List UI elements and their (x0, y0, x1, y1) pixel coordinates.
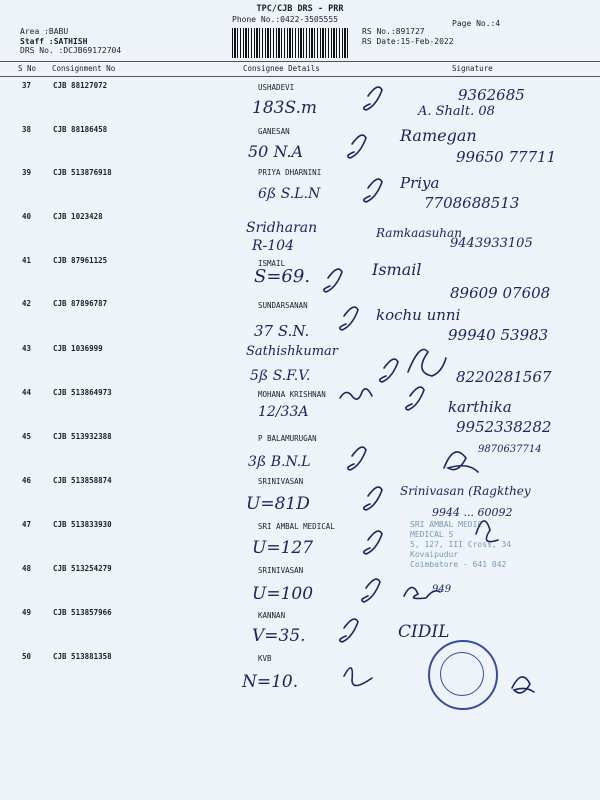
row-consignment: CJB 1036999 (53, 344, 103, 353)
row-consignee: KVB (258, 654, 272, 663)
handwritten-name: CIDIL (398, 622, 450, 642)
handwritten-name: Ismail (372, 260, 422, 279)
row-sno: 38 (22, 125, 32, 134)
handwritten-code: 50 N.A (248, 142, 304, 161)
handwritten-code: U=100 (252, 584, 314, 604)
staff-label: Staff :SATHISH (20, 37, 88, 46)
handwritten-code: 6ß S.L.N (258, 186, 321, 202)
row-sno: 48 (22, 564, 32, 573)
row-consignee: SRI AMBAL MEDICAL (258, 522, 335, 531)
signature-scribble (408, 350, 446, 377)
handwritten-phone: 9443933105 (450, 236, 533, 251)
signature-scribble (512, 677, 534, 693)
handwritten-code: U=127 (252, 538, 314, 558)
handwritten-phone: 9870637714 (478, 444, 542, 455)
handwritten-code: V=35. (252, 626, 306, 646)
row-consignment: CJB 87896787 (53, 299, 108, 308)
row-consignment: CJB 513932388 (53, 432, 112, 441)
handwritten-code: S=69. (254, 266, 311, 287)
handwritten-phone: 9362685 (458, 86, 525, 104)
handwritten-phone: 8220281567 (456, 368, 552, 386)
handwritten-phone: 7708688513 (424, 194, 520, 212)
tick-mark (348, 135, 366, 158)
stamp-line: SRI AMBAL MEDIC (410, 520, 483, 529)
handwritten-name: karthika (448, 398, 512, 416)
row-consignment: CJB 513864973 (53, 388, 112, 397)
row-consignee: USHADEVI (258, 83, 295, 92)
area-label: Area :BABU (20, 27, 69, 36)
rs-date: RS Date:15-Feb-2022 (362, 37, 454, 46)
col-consignment: Consignment No (52, 64, 116, 73)
row-sno: 42 (22, 299, 32, 308)
row-consignee: MOHANA KRISHNAN (258, 390, 326, 399)
handwritten-phone: 99650 77711 (456, 148, 557, 166)
signature-scribble (444, 452, 478, 472)
tick-mark (364, 487, 382, 510)
handwritten-code: 37 S.N. (254, 322, 310, 340)
handwritten-code: R-104 (252, 238, 294, 254)
row-consignee: P BALAMURUGAN (258, 434, 317, 443)
handwritten-name: Ramkaasuhan (376, 226, 462, 240)
handwritten-name: Sathishkumar (246, 344, 338, 359)
row-consignee: SRINIVASAN (258, 566, 304, 575)
handwritten-code: 183S.m (252, 98, 318, 118)
tick-mark (362, 579, 380, 602)
row-consignment: CJB 88186458 (53, 125, 108, 134)
handwritten-phone: 99940 53983 (448, 326, 549, 344)
handwritten-code: N=10. (242, 672, 299, 692)
row-consignee: GANESAN (258, 127, 290, 136)
tick-mark (340, 307, 358, 330)
phone-number: Phone No.:0422-3505555 (232, 15, 338, 24)
row-sno: 45 (22, 432, 32, 441)
tick-mark (340, 619, 358, 642)
row-consignment: CJB 513876918 (53, 168, 112, 177)
handwritten-name: Srinivasan (Ragkthey (400, 484, 531, 498)
tick-mark (380, 359, 398, 382)
row-sno: 40 (22, 212, 32, 221)
signature-scribble (476, 521, 498, 542)
tick-mark (324, 269, 342, 292)
row-sno: 50 (22, 652, 32, 661)
signature-scribble (340, 389, 372, 399)
row-sno: 41 (22, 256, 32, 265)
row-consignment: CJB 513881358 (53, 652, 112, 661)
handwritten-code: U=81D (246, 494, 310, 514)
row-sno: 43 (22, 344, 32, 353)
handwritten-name: Ramegan (400, 126, 477, 145)
signature-scribble (404, 587, 440, 598)
stamp-line: Kovaipudur (410, 550, 459, 559)
row-sno: 37 (22, 81, 32, 90)
row-consignment: CJB 513254279 (53, 564, 112, 573)
handwritten-code: 12/33A (258, 404, 309, 420)
handwritten-name: Sridharan (246, 220, 318, 236)
row-consignment: CJB 513858874 (53, 476, 112, 485)
row-sno: 44 (22, 388, 32, 397)
handwritten-name: A. Shalt. 08 (418, 104, 495, 119)
row-consignee: ISMAIL (258, 259, 286, 268)
handwritten-phone: 9952338282 (456, 418, 552, 436)
tick-mark (364, 179, 382, 202)
row-consignment: CJB 513857966 (53, 608, 112, 617)
row-consignment: CJB 88127072 (53, 81, 108, 90)
tick-mark (406, 387, 424, 410)
row-sno: 47 (22, 520, 32, 529)
stamp-line: Coimbatore - 641 042 (410, 560, 507, 569)
handwritten-name: kochu unni (376, 306, 461, 324)
stamp-line: MEDICAL S (410, 530, 454, 539)
col-signature: Signature (452, 64, 493, 73)
row-sno: 46 (22, 476, 32, 485)
handwritten-phone: 9944 ... 60092 (432, 506, 513, 519)
rs-number: RS No.:891727 (362, 27, 425, 36)
handwritten-phone: 89609 07608 (450, 284, 551, 302)
row-consignee: SRINIVASAN (258, 477, 304, 486)
handwritten-phone: 949 (432, 584, 452, 595)
col-sno: S No (18, 64, 37, 73)
tick-mark (364, 87, 382, 110)
handwritten-code: 3ß B.N.L (248, 454, 311, 470)
handwritten-name: Priya (400, 174, 440, 192)
handwritten-code: 5ß S.F.V. (250, 368, 311, 384)
row-consignee: SUNDARSANAN (258, 301, 308, 310)
tick-mark (364, 531, 382, 554)
tick-mark (348, 447, 366, 470)
col-consignee: Consignee Details (243, 64, 320, 73)
row-consignment: CJB 1023428 (53, 212, 103, 221)
sheet-title: TPC/CJB DRS - PRR (256, 4, 344, 14)
row-sno: 49 (22, 608, 32, 617)
drs-number: DRS No. :DCJB69172704 (20, 46, 122, 55)
row-consignee: PRIYA DHARNINI (258, 168, 322, 177)
stamp-line: 5, 127, III Cross, 34 (410, 540, 512, 549)
page-number: Page No.:4 (452, 19, 501, 28)
row-consignment: CJB 87961125 (53, 256, 108, 265)
row-consignment: CJB 513833930 (53, 520, 112, 529)
row-consignee: KANNAN (258, 611, 286, 620)
tick-mark (344, 668, 372, 686)
row-sno: 39 (22, 168, 32, 177)
